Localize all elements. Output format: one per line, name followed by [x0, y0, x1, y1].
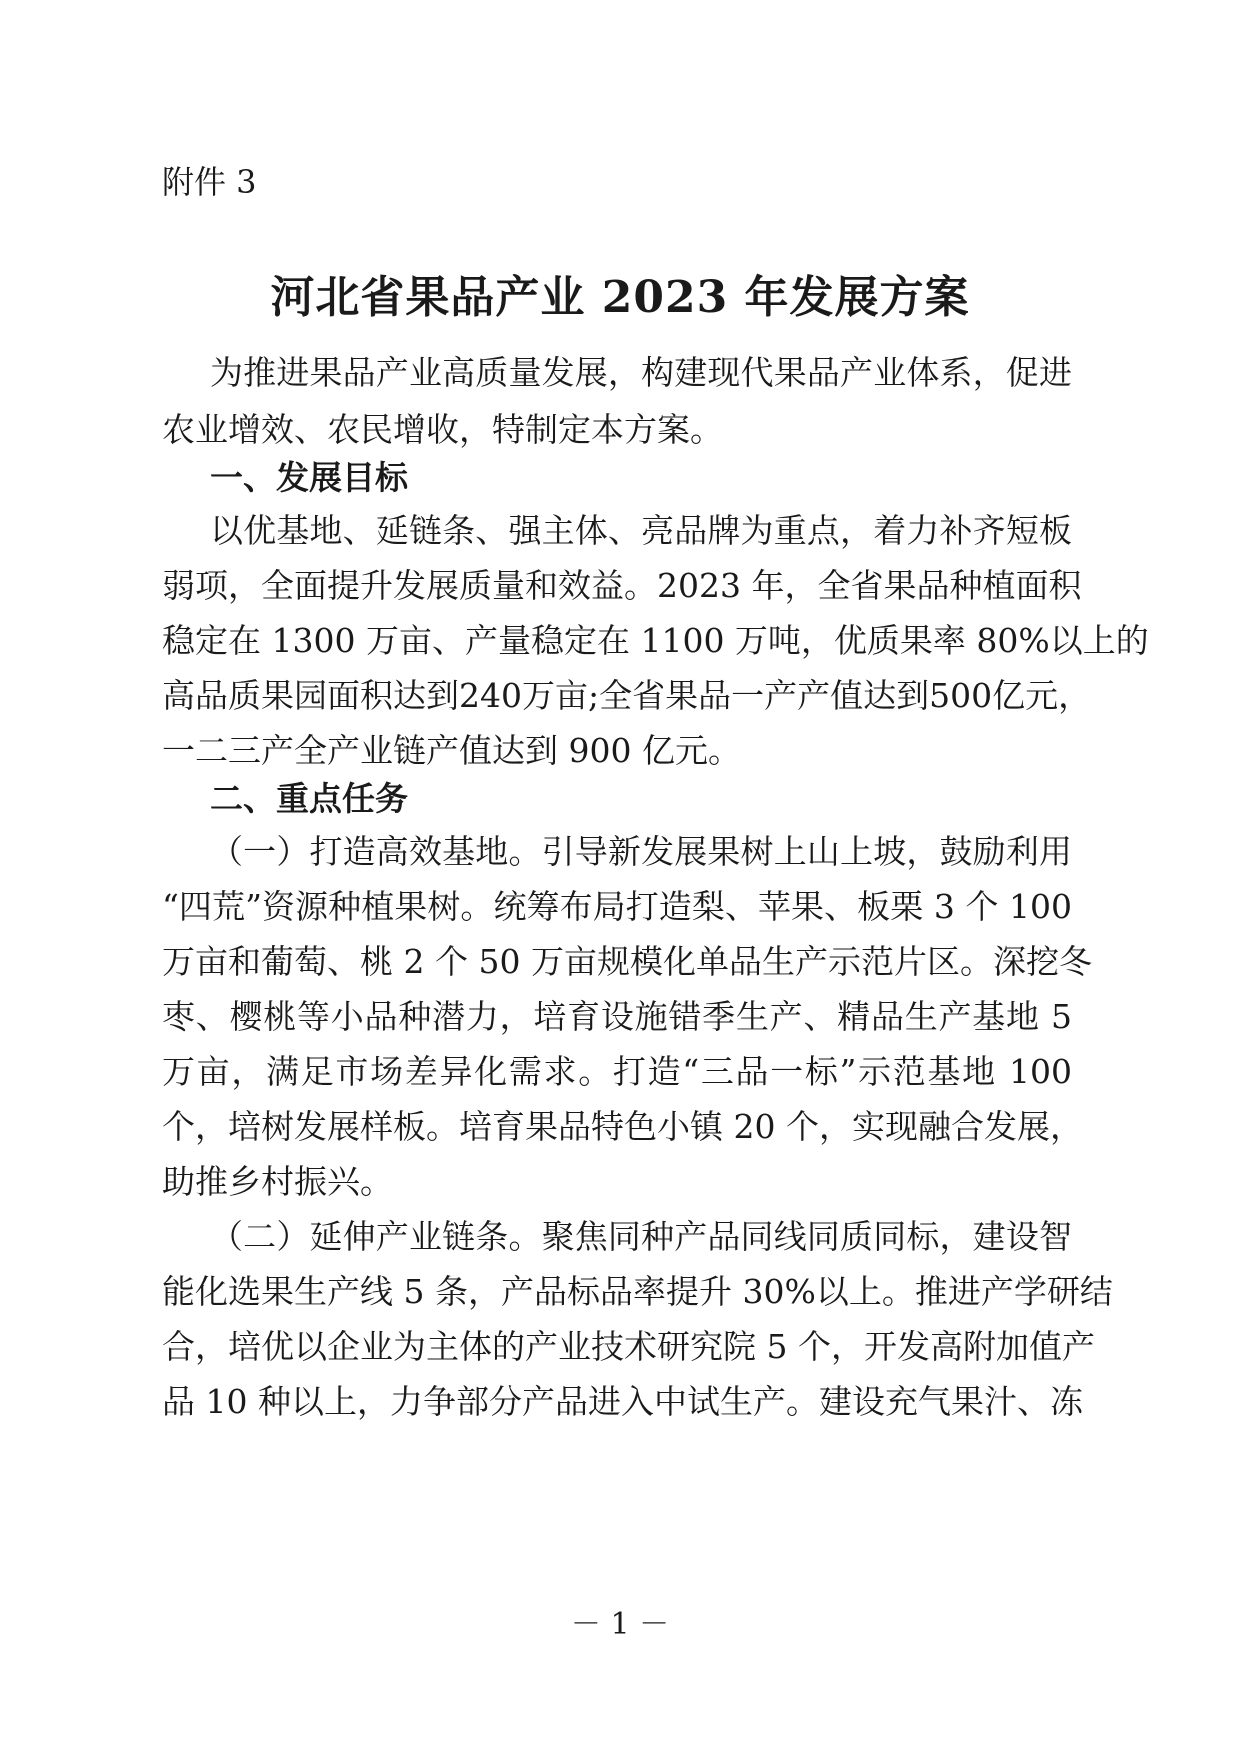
body-line: 以优基地、延链条、强主体、亮品牌为重点，着力补齐短板: [210, 511, 1072, 550]
body-line: 稳定在 1300 万亩、产量稳定在 1100 万吨，优质果率 80%以上的: [162, 621, 1149, 660]
body-line: 品 10 种以上，力争部分产品进入中试生产。建设充气果汁、冻: [162, 1382, 1083, 1421]
body-line: 为推进果品产业高质量发展，构建现代果品产业体系，促进: [210, 353, 1072, 392]
body-line: 万亩，满足市场差异化需求。打造“三品一标”示范基地 100: [162, 1052, 1072, 1091]
body-line: 个，培树发展样板。培育果品特色小镇 20 个，实现融合发展，: [162, 1107, 1083, 1146]
body-line: 弱项，全面提升发展质量和效益。2023 年，全省果品种植面积: [162, 566, 1082, 605]
document-title: 河北省果品产业 2023 年发展方案: [270, 272, 970, 323]
page-number: － 1 －: [570, 1607, 670, 1642]
body-line: 枣、樱桃等小品种潜力，培育设施错季生产、精品生产基地 5: [162, 997, 1072, 1036]
body-line: 助推乡村振兴。: [162, 1162, 393, 1201]
section-heading-tasks: 二、重点任务: [210, 779, 408, 818]
attachment-label: 附件 3: [162, 163, 257, 201]
body-line: 能化选果生产线 5 条，产品标品率提升 30%以上。推进产学研结: [162, 1272, 1113, 1311]
body-line: （一）打造高效基地。引导新发展果树上山上坡，鼓励利用: [210, 832, 1072, 871]
body-line: 农业增效、农民增收，特制定本方案。: [162, 410, 723, 449]
body-line: 一二三产全产业链产值达到 900 亿元。: [162, 731, 741, 770]
body-line: 合，培优以企业为主体的产业技术研究院 5 个，开发高附加值产: [162, 1327, 1095, 1366]
body-line: 万亩和葡萄、桃 2 个 50 万亩规模化单品生产示范片区。深挖冬: [162, 942, 1092, 981]
body-line: 高品质果园面积达到240万亩;全省果品一产产值达到500亿元，: [162, 676, 1092, 715]
section-heading-goals: 一、发展目标: [210, 458, 408, 497]
body-line: （二）延伸产业链条。聚焦同种产品同线同质同标，建设智: [210, 1217, 1072, 1256]
body-line: “四荒”资源种植果树。统筹布局打造梨、苹果、板栗 3 个 100: [162, 887, 1072, 926]
